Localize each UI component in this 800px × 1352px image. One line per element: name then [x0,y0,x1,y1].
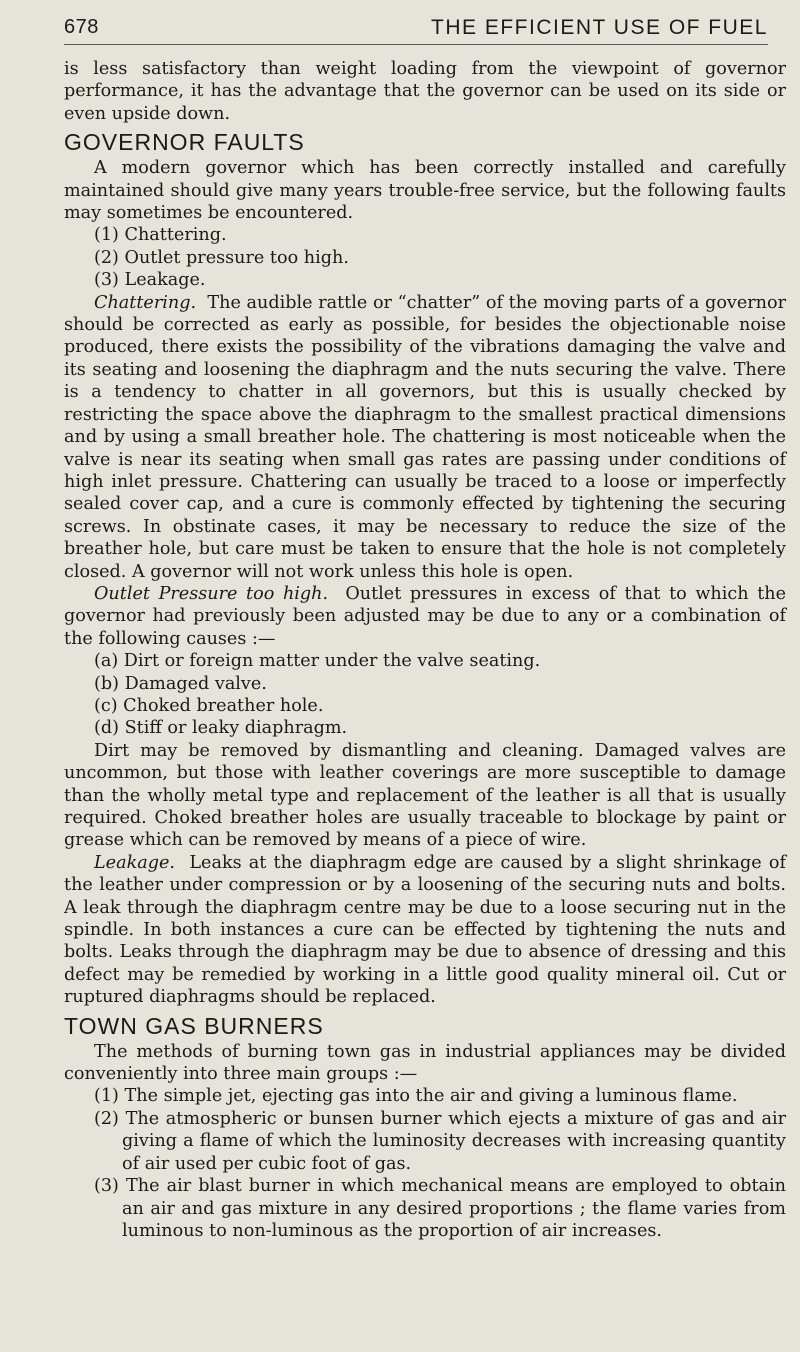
cause-list-item: (b) Damaged valve. [94,673,267,694]
burner-group-item: (3) The air blast burner in which mechanical means are employed to obtain an air and gas mixture in any desired proportions ; the flame varies from luminous to non-luminous as the proportion of air increases. [94,1176,786,1241]
outlet-pressure-paragraph [64,583,786,650]
fault-list-item: (2) Outlet pressure too high. [94,247,349,268]
page-number: 678 [64,16,99,38]
fault-list-item: (3) Leakage. [94,270,206,291]
burner-group-item: (2) The atmospheric or bunsen burner which ejects a mixture of gas and air giving a flame of which the luminosity decreases with increasing quantity of air used per cubic foot of gas. [94,1108,786,1174]
fault-list-item: (1) Chattering. [94,225,227,246]
governor-faults-intro: A modern governor which has been correctly installed and carefully maintained should give many years trouble-free service, but the following faults may sometimes be encountered. [64,158,786,224]
dirt-paragraph: Dirt may be removed by dismantling and cleaning. Damaged valves are uncommon, but those with leather coverings are more susceptible to damage than the wholly metal type and replacement of the leather is all that is usually required. Choked breather holes are usually traceable to blockage by paint or grease which can be removed by means of a piece of wire. [64,740,786,851]
chattering-paragraph [64,292,786,583]
intro-paragraph: is less satisfactory than weight loading from the viewpoint of governor performance, it has the advantage that the governor can be used on its side or even upside down. [64,59,786,124]
cause-list-item: (a) Dirt or foreign matter under the valve seating. [94,651,541,672]
leakage-label: Leakage. [94,852,176,873]
leakage-text: Leaks at the diaphragm edge are caused by a slight shrinkage of the leather under compression or by a loosening of the securing nuts and bolts. A leak through the diaphragm centre may be due to a loose securing nut in the spindle. In both instances a cure can be effected by tightening the nuts and bolts. Leaks through the diaphragm may be due to absence of dressing and this defect may be remedied by working in a little good quality mineral oil. Cut or ruptured diaphragms should be replaced. [64,852,786,1008]
heading-town-gas-burners: TOWN GAS BURNERS [64,1012,324,1039]
leakage-paragraph [64,852,786,1009]
heading-governor-faults: GOVERNOR FAULTS [64,129,305,156]
cause-list-item: (d) Stiff or leaky diaphragm. [94,718,348,739]
outlet-pressure-label: Outlet Pressure too high. [94,583,329,604]
page-body [64,58,786,1242]
town-gas-intro: The methods of burning town gas in industrial appliances may be divided conveniently into three main groups :— [64,1041,786,1085]
burner-group-item: (1) The simple jet, ejecting gas into the air and giving a luminous flame. [94,1086,738,1107]
outlet-pressure-text: Outlet pressures in excess of that to which the governor had previously been adjusted may be due to any or a combination of the following causes :— [64,583,787,649]
cause-list-item: (c) Choked breather hole. [94,695,324,716]
chattering-text: The audible rattle or “chatter” of the moving parts of a governor should be corrected as early as possible, for besides the objectionable noise produced, there exists the possibility of the vibrations damaging the valve and its seating and loosening the diaphragm and the nuts securing the valve. There is a tendency to chatter in all governors, but this is usually checked by restricting the space above the diaphragm to the smallest practical dimensions and by using a small breather hole. The chattering is most noticeable when the valve is near its seating when small gas rates are passing under conditions of high inlet pressure. Chattering can usually be traced to a loose or imperfectly sealed cover cap, and a cure is commonly effected by tightening the securing screws. In obstinate cases, it may be necessary to reduce the size of the breather hole, but care must be taken to ensure that the hole is not completely closed. A governor will not work unless this hole is open. [64,292,787,582]
chattering-label: Chattering. [94,292,197,313]
page-header [64,14,768,45]
running-title: THE EFFICIENT USE OF FUEL [431,16,768,39]
